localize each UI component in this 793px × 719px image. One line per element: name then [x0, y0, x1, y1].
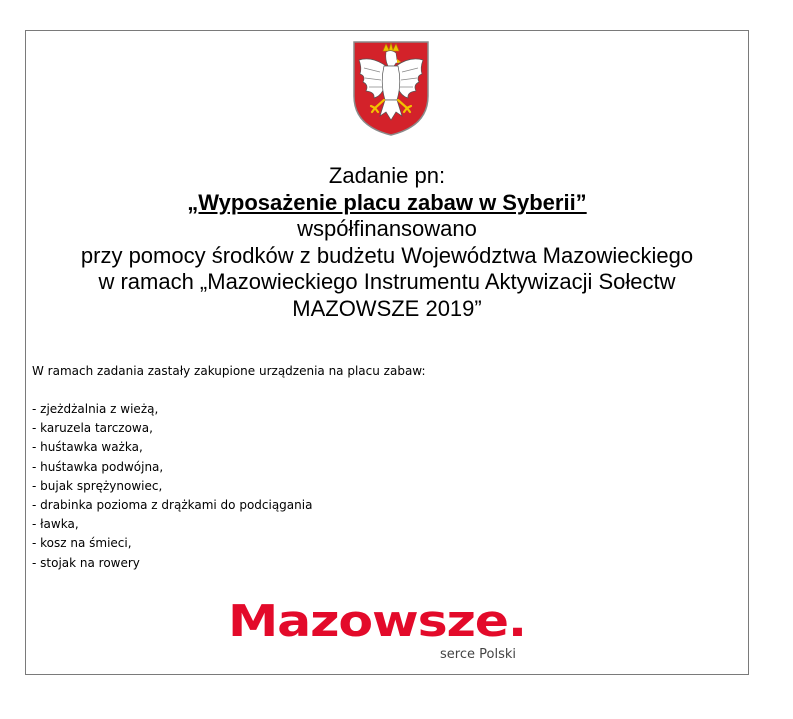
heading-line-cofinanced: współfinansowano [297, 216, 477, 241]
list-item: - ławka, [32, 517, 79, 532]
coat-of-arms-icon [350, 38, 432, 138]
list-item: - zjeżdżalnia z wieżą, [32, 402, 159, 416]
list-item: - kosz na śmieci, [32, 536, 132, 551]
heading-line-task-label: Zadanie pn: [328, 163, 446, 188]
equipment-list [32, 400, 312, 573]
logo-tagline: serce Polski [440, 647, 516, 660]
list-item: - stojak na rowery [32, 555, 140, 570]
list-item: - huśtawka ważka, [32, 440, 143, 455]
list-item: - bujak sprężynowiec, [32, 478, 163, 493]
mazowsze-logo [226, 598, 531, 660]
list-item: - drabinka pozioma z drążkami do podciągania [32, 498, 313, 513]
heading-line-program: w ramach „Mazowieckiego Instrumentu Aktywizacji Sołectw [98, 269, 676, 294]
heading-line-program-year: MAZOWSZE 2019” [292, 295, 482, 321]
logo-wordmark: Mazowsze. [228, 598, 526, 647]
list-item: - huśtawka podwójna, [32, 459, 164, 474]
equipment-intro: W ramach zadania zastały zakupione urządzenia na placu zabaw: [32, 364, 426, 378]
list-item: - karuzela tarczowa, [32, 421, 153, 436]
heading-line-funding: przy pomocy środków z budżetu Województwa Mazowieckiego [80, 242, 694, 268]
heading-task-name: „Wyposażenie placu zabaw w Syberii” [187, 189, 587, 215]
task-heading [25, 163, 749, 322]
